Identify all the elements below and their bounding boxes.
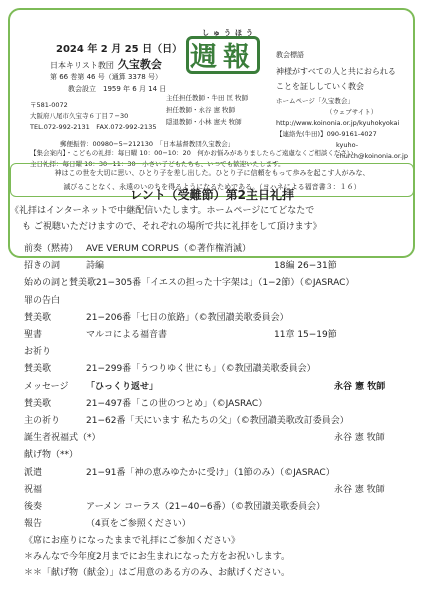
- staff-member: 隠退教師・小林 憲夫 牧師: [166, 118, 242, 126]
- bulletin-title: 週報: [186, 36, 260, 74]
- website-sub: （ウェブサイト）: [326, 108, 378, 116]
- service-item-content: マルコによる福音書: [86, 330, 168, 340]
- service-item-content: 「ひっくり返せ」: [86, 381, 159, 392]
- verse-line: 滅びることなく、永遠のいのちを得るようになるためである。（ヨハネによる福音書３：１６）: [63, 183, 361, 191]
- intro-line: も ご視聴いただけますので、それぞれの場所で共に礼拝をして頂けます》: [22, 222, 322, 232]
- service-item-content: 21−497番「この世のつとめ」（©JASRAC）: [86, 398, 268, 409]
- sunday-service-time: 主日礼拝：毎日曜 10：30−11：30 小さい子どもたちも、いつでも歓迎いたします。: [30, 160, 285, 168]
- church-address: [30, 100, 156, 133]
- service-item-right: 永谷 憲 牧師: [334, 484, 385, 495]
- service-item-name: 祝福: [24, 484, 43, 495]
- intro-line: 《礼拝はインターネットで中継配信いたします。ホームページにてどなたで: [10, 206, 315, 216]
- service-item: [24, 413, 349, 429]
- staff-member: 主任担任教師・牛田 匡 牧師: [166, 94, 249, 102]
- service-item-content: 21−91番「神の恵みゆたかに受け」（1節のみ）（©JASRAC）: [86, 467, 335, 478]
- motto-heading: 教会標語: [276, 51, 304, 59]
- service-item-name: メッセージ: [24, 381, 69, 392]
- service-item-content: （4頁をご参照ください）: [86, 519, 191, 530]
- service-item: [24, 258, 337, 274]
- service-item-content: 21−62番「天にいます 私たちの父」（©教団讃美歌改訂委員会）: [86, 416, 349, 426]
- bulletin-date: 2024 年 2 月 25 日（日）: [56, 44, 183, 55]
- service-item-content: アーメン コーラス（21−40−6番）（©教団讃美歌委員会）: [86, 502, 326, 512]
- tel-fax: TEL.072-992-2131 FAX.072-992-2135: [30, 123, 157, 131]
- website-label: ホームページ「久宝教会」: [276, 97, 354, 105]
- service-item-name: 献げ物（**）: [24, 450, 79, 461]
- postal-transfer: 郵便振替：00980−5−212130 「日本基督教団久宝教会」: [60, 140, 235, 148]
- service-item: [24, 327, 337, 343]
- service-item-name: 誕生者祝福式（*）: [24, 433, 101, 444]
- service-item: [24, 344, 86, 360]
- service-item: [24, 379, 386, 395]
- service-item-content: AVE VERUM CORPUS（©著作権消滅）: [86, 244, 251, 254]
- service-item: [24, 447, 86, 463]
- service-item: [24, 275, 354, 291]
- email-address[interactable]: kyuho-church@koinonia.or.jp: [336, 141, 408, 160]
- service-item-name: 賛美歌: [24, 312, 52, 323]
- service-item-content: 「イエスの担った十字架は」（1−2節）（©JASRAC）: [141, 278, 355, 289]
- service-item-name: 始めの詞と賛美歌21−305番: [24, 278, 142, 289]
- service-item-name: 賛美歌: [24, 364, 52, 375]
- staff-member: 担任教師・永谷 憲 牧師: [166, 106, 236, 114]
- street-address: 大阪府八尾市久宝寺６丁目７−30: [30, 112, 129, 120]
- service-item: [24, 310, 289, 326]
- service-item-right: 永谷 憲 牧師: [334, 433, 385, 444]
- service-item: [24, 361, 316, 377]
- staff-list: [166, 92, 248, 128]
- founded-date: 教会設立 1959 年 6 月 14 日: [68, 85, 167, 93]
- church-name: 久宝教会: [117, 58, 162, 71]
- service-item-name: 聖書: [24, 330, 43, 340]
- service-item-right: 永谷 憲 牧師: [334, 381, 386, 392]
- service-item: [24, 396, 267, 412]
- service-item-name: 後奏: [24, 502, 43, 512]
- service-title: レント（受難節）第2主日礼拝: [129, 188, 295, 202]
- church-name-line: [50, 56, 162, 72]
- service-item-name: 主の祈り: [24, 416, 61, 426]
- service-note: ＊＊「献げ物（献金）」はご用意のある方のみ、お献げください。: [24, 568, 291, 578]
- issue-number: 第 66 巻第 46 号（通算 3378 号）: [50, 73, 162, 81]
- service-item-content: 21−206番「七日の旅路」（©教団讃美歌委員会）: [86, 312, 289, 323]
- service-note: 《席にお座りになったままで礼拝にご参加ください》: [24, 536, 241, 546]
- church-motto: 神様がすべての人と共におられることを証ししていく教会: [276, 67, 396, 91]
- postal-code: 〒581-0072: [30, 101, 68, 109]
- service-intro: [10, 203, 420, 235]
- website-url[interactable]: http://www.koinonia.or.jp/kyuhokyokai: [276, 119, 400, 127]
- service-item-right: 11章 15−19節: [274, 330, 337, 340]
- service-item-name: 賛美歌: [24, 398, 52, 409]
- service-item: [24, 430, 385, 446]
- service-item-name: 前奏（黙祷）: [24, 244, 79, 254]
- service-note: ＊みんなで今年度2月までにお生まれになった方をお祝いします。: [24, 552, 291, 562]
- service-item: [24, 482, 385, 498]
- service-item: [24, 465, 335, 481]
- meeting-info: 【集会案内】・こどもの礼拝：毎日曜 10：00−10：20 何かお悩みがありましたらご遠慮なくご相談ください: [30, 149, 354, 157]
- service-item-content: 21−299番「うつりゆく世にも」（©教団讃美歌委員会）: [86, 364, 316, 375]
- service-item: [24, 516, 191, 532]
- denomination: 日本キリスト教団: [50, 61, 114, 70]
- service-item-name: お祈り: [24, 347, 52, 358]
- verse-line: 神はこの世を大切に思い、ひとり子を差し出した。ひとり子に信頼をもって歩みを起こす人がみな、: [54, 169, 370, 177]
- service-item-name: 罪の告白: [24, 295, 61, 306]
- service-item: [24, 499, 325, 515]
- service-item: [24, 241, 251, 257]
- phone-number: 【連絡先(牛田)】090-9161-4027: [276, 130, 377, 138]
- service-item-content: 詩編: [86, 261, 105, 272]
- service-item-name: 派遣: [24, 467, 43, 478]
- title-reading: しゅうほう: [202, 29, 257, 37]
- service-item: [24, 293, 86, 309]
- service-item-name: 報告: [24, 519, 43, 530]
- service-item-name: 招きの詞: [24, 261, 61, 272]
- service-item-right: 18編 26−31節: [274, 261, 337, 272]
